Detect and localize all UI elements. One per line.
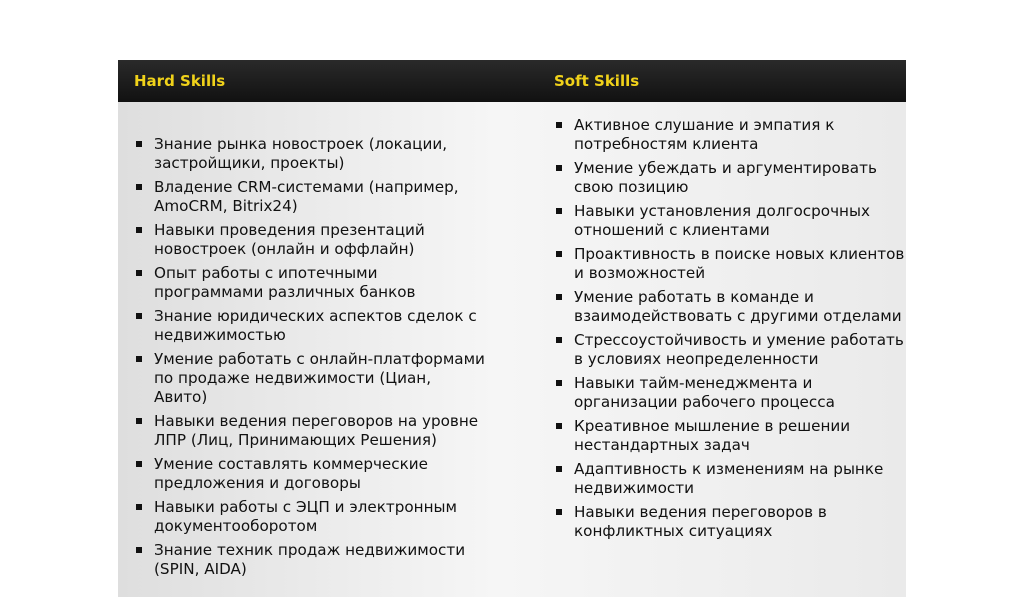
list-item-text: Креативное мышление в решении нестандартных задач <box>574 417 851 454</box>
list-item-text: Навыки ведения переговоров на уровне ЛПР (Лиц, Принимающих Решения) <box>154 412 479 449</box>
list-item <box>556 202 906 240</box>
skills-table <box>118 60 906 597</box>
list-item-text: Опыт работы с ипотечными программами различных банков <box>154 264 416 301</box>
list-item-text: Знание рынка новостроек (локации, застройщики, проекты) <box>154 135 448 172</box>
list-item-text: Активное слушание и эмпатия к потребностям клиента <box>574 116 835 153</box>
list-item <box>136 498 486 536</box>
bullet-icon <box>136 270 142 276</box>
list-item <box>136 178 486 216</box>
bullet-icon <box>136 418 142 424</box>
list-item <box>136 412 486 450</box>
list-item-text: Стрессоустойчивость и умение работать в условиях неопределенности <box>574 331 904 368</box>
bullet-icon <box>136 184 142 190</box>
list-item <box>136 541 486 579</box>
hard-skills-title: Hard Skills <box>134 72 226 90</box>
list-item-text: Навыки проведения презентаций новостроек (онлайн и оффлайн) <box>154 221 425 258</box>
list-item-text: Проактивность в поиске новых клиентов и возможностей <box>574 245 905 282</box>
list-item <box>136 455 486 493</box>
list-item <box>136 307 486 345</box>
bullet-icon <box>136 504 142 510</box>
bullet-icon <box>556 466 562 472</box>
list-item <box>556 460 906 498</box>
list-item <box>556 331 906 369</box>
list-item-text: Адаптивность к изменениям на рынке недвижимости <box>574 460 884 497</box>
bullet-icon <box>556 208 562 214</box>
list-item <box>556 503 906 541</box>
list-item <box>556 159 906 197</box>
bullet-icon <box>556 294 562 300</box>
bullet-icon <box>556 380 562 386</box>
list-item-text: Умение работать с онлайн-платформами по продаже недвижимости (Циан, Авито) <box>154 350 485 406</box>
list-item <box>136 135 486 173</box>
list-item <box>556 288 906 326</box>
list-item-text: Навыки ведения переговоров в конфликтных ситуациях <box>574 503 827 540</box>
list-item-text: Умение работать в команде и взаимодействовать с другими отделами <box>574 288 902 325</box>
list-item-text: Умение составлять коммерческие предложения и договоры <box>154 455 429 492</box>
list-item-text: Навыки работы с ЭЦП и электронным документооборотом <box>154 498 457 535</box>
list-item-text: Знание юридических аспектов сделок с недвижимостью <box>154 307 477 344</box>
list-item <box>136 264 486 302</box>
list-item <box>556 245 906 283</box>
list-item <box>556 116 906 154</box>
list-item-text: Умение убеждать и аргументировать свою позицию <box>574 159 877 196</box>
bullet-icon <box>556 337 562 343</box>
list-item <box>136 221 486 259</box>
bullet-icon <box>136 141 142 147</box>
bullet-icon <box>136 313 142 319</box>
list-item-text: Владение CRM-системами (например, AmoCRM, Bitrix24) <box>154 178 459 215</box>
list-item-text: Навыки установления долгосрочных отношений с клиентами <box>574 202 870 239</box>
list-item <box>556 417 906 455</box>
bullet-icon <box>136 227 142 233</box>
table-header <box>118 60 906 102</box>
bullet-icon <box>136 461 142 467</box>
bullet-icon <box>556 423 562 429</box>
soft-skills-list <box>556 116 906 546</box>
bullet-icon <box>556 122 562 128</box>
bullet-icon <box>556 509 562 515</box>
bullet-icon <box>136 547 142 553</box>
bullet-icon <box>556 165 562 171</box>
bullet-icon <box>136 356 142 362</box>
list-item-text: Навыки тайм-менеджмента и организации рабочего процесса <box>574 374 835 411</box>
hard-skills-list <box>136 135 486 584</box>
soft-skills-title: Soft Skills <box>554 72 640 90</box>
list-item-text: Знание техник продаж недвижимости (SPIN, AIDA) <box>154 541 466 578</box>
list-item <box>136 350 486 407</box>
list-item <box>556 374 906 412</box>
bullet-icon <box>556 251 562 257</box>
